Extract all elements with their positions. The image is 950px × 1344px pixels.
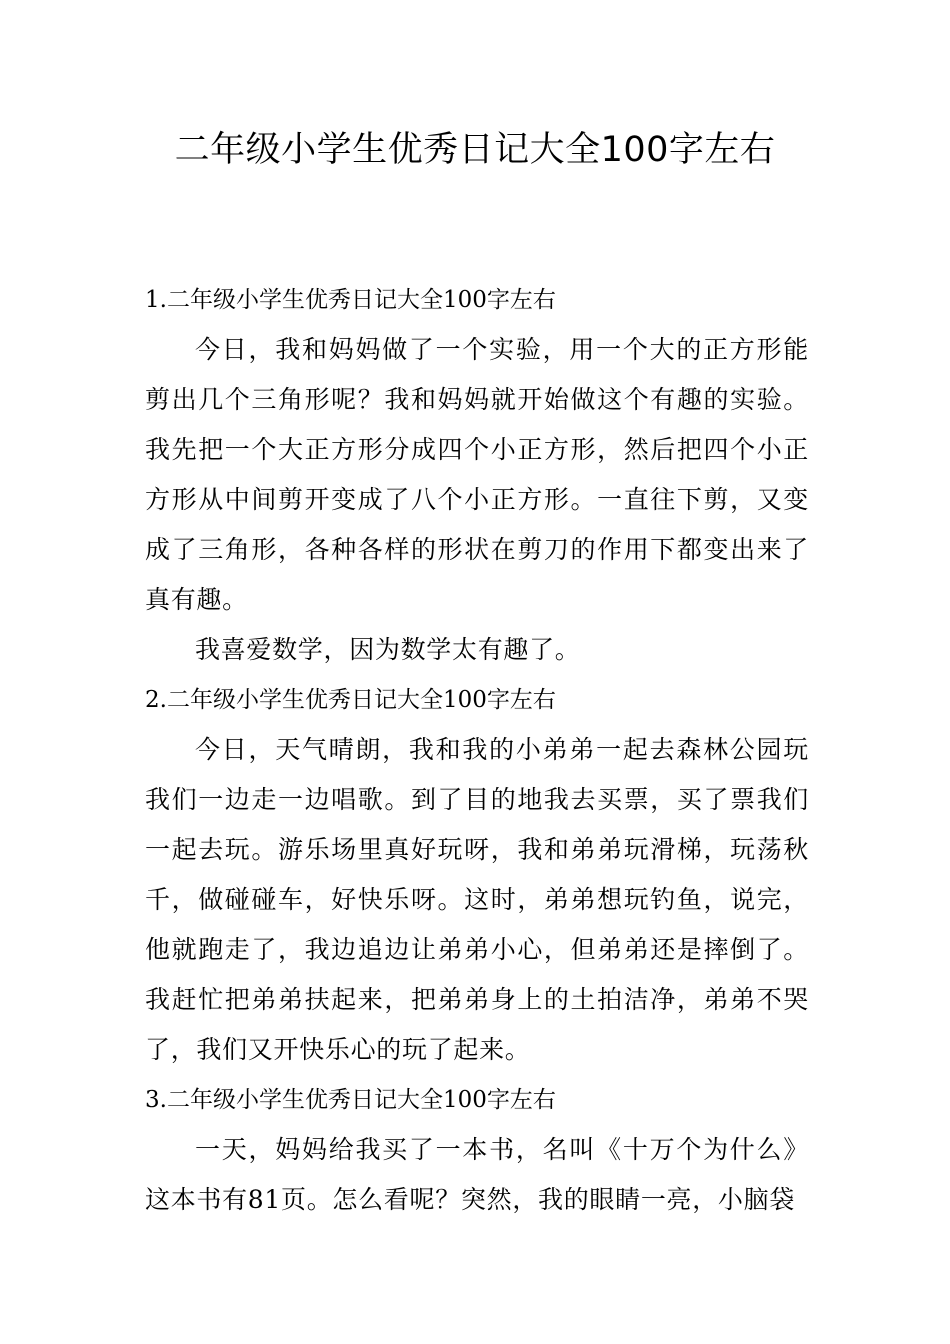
page-title: 二年级小学生优秀日记大全100字左右 xyxy=(174,130,776,170)
diary-section-3 xyxy=(145,1075,809,1225)
paragraph: 今日，我和妈妈做了一个实验，用一个大的正方形能剪出几个三角形呢？我和妈妈就开始做这个有趣的实验。我先把一个大正方形分成四个小正方形，然后把四个小正方形从中间剪开变成了八个小正方形。一直往下剪，又变成了三角形，各种各样的形状在剪刀的作用下都变出来了真有趣。 xyxy=(145,335,809,614)
paragraph: 今日，天气晴朗，我和我的小弟弟一起去森林公园玩我们一边走一边唱歌。到了目的地我去买票，买了票我们一起去玩。游乐场里真好玩呀，我和弟弟玩滑梯，玩荡秋千，做碰碰车，好快乐呀。这时，弟弟想玩钓鱼，说完，他就跑走了，我边追边让弟弟小心，但弟弟还是摔倒了。我赶忙把弟弟扶起来，把弟弟身上的土拍洁净，弟弟不哭了，我们又开快乐心的玩了起来。 xyxy=(145,735,809,1064)
diary-section-2 xyxy=(145,675,809,1075)
section-heading: 3.二年级小学生优秀日记大全100字左右 xyxy=(145,1087,556,1113)
paragraph: 我喜爱数学，因为数学太有趣了。 xyxy=(195,635,581,664)
section-heading: 1.二年级小学生优秀日记大全100字左右 xyxy=(145,287,556,313)
document-body xyxy=(145,275,809,1225)
diary-section-1 xyxy=(145,275,809,675)
section-heading: 2.二年级小学生优秀日记大全100字左右 xyxy=(145,687,556,713)
paragraph: 一天，妈妈给我买了一本书，名叫《十万个为什么》这本书有81页。怎么看呢？突然，我的眼睛一亮，小脑袋 xyxy=(145,1135,809,1214)
